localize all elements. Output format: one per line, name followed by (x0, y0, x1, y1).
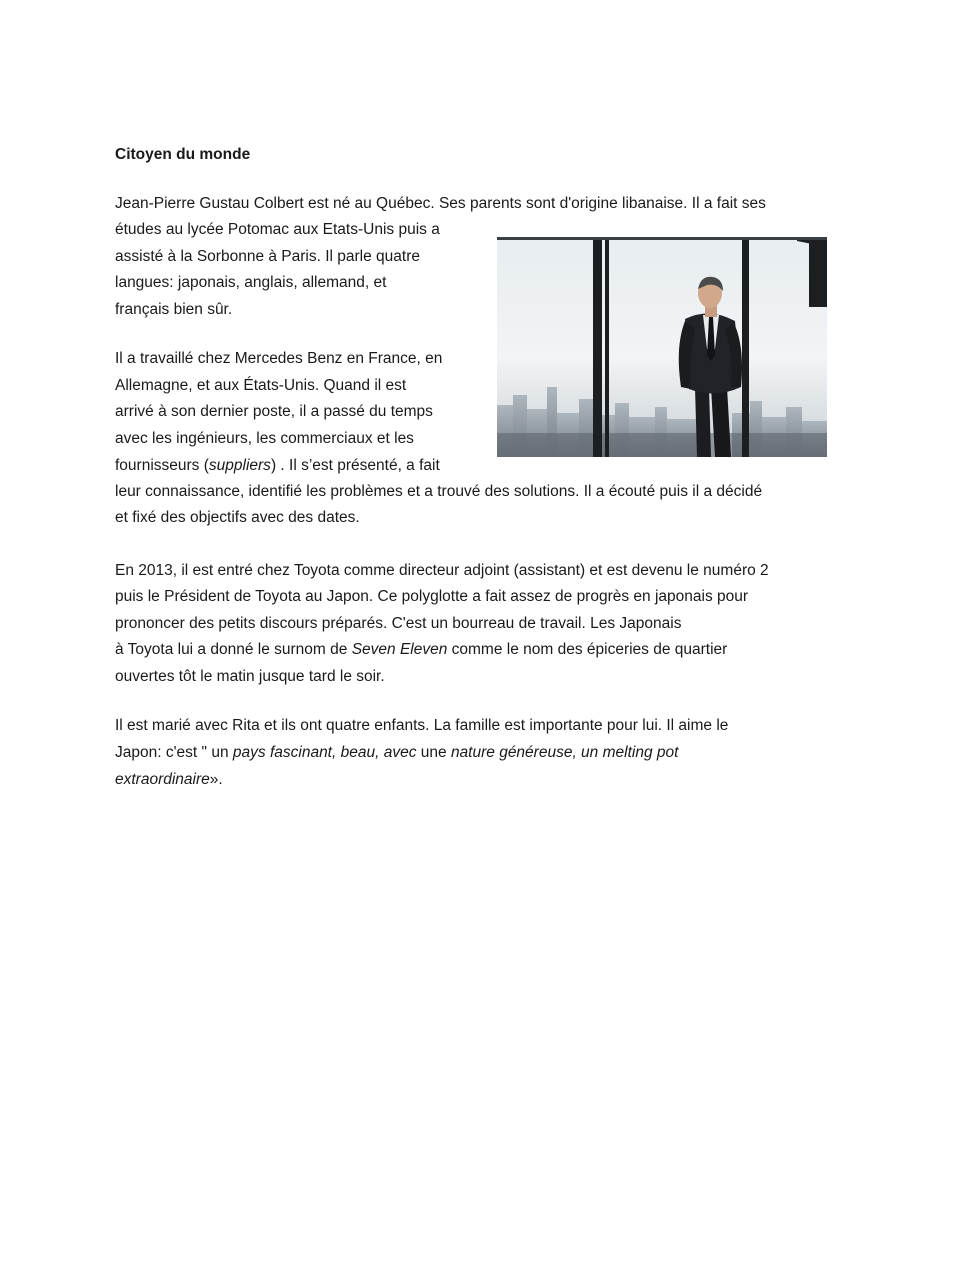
paragraph1-line4: langues: japonais, anglais, allemand, et (115, 274, 387, 291)
paragraph3-line4 (115, 639, 727, 661)
paragraph2-line1: Il a travaillé chez Mercedes Benz en France, en (115, 350, 443, 367)
paragraph4-line2-part-a: Japon: c'est " un (115, 744, 233, 761)
paragraph4-line2 (115, 742, 678, 764)
paragraph3-line3: prononcer des petits discours préparés. C'est un bourreau de travail. Les Japonais (115, 615, 682, 632)
quote-emphasis-1: pays fascinant, beau, avec (232, 744, 417, 761)
paragraph4-line1: Il est marié avec Rita et ils ont quatre enfants. La famille est importante pour lui. Il aime le (115, 717, 729, 734)
paragraph1-line3: assisté à la Sorbonne à Paris. Il parle quatre (115, 248, 421, 265)
paragraph1-line2: études au lycée Potomac aux Etats-Unis puis a (115, 221, 440, 238)
seven-eleven-emphasis: Seven Eleven (351, 641, 448, 658)
paragraph4-line3 (115, 769, 223, 791)
paragraph2-line2: Allemagne, et aux États-Unis. Quand il est (115, 377, 407, 394)
quote-emphasis-2: nature généreuse, un melting pot (450, 744, 679, 761)
paragraph3-line5: ouvertes tôt le matin jusque tard le soir. (115, 668, 385, 685)
paragraph3-line1: En 2013, il est entré chez Toyota comme directeur adjoint (assistant) et est devenu le numéro 2 (115, 562, 769, 579)
businessman-photo (497, 237, 827, 457)
paragraph4-line3-part-b: ». (209, 771, 223, 788)
paragraph1-line1: Jean-Pierre Gustau Colbert est né au Québec. Ses parents sont d'origine libanaise. Il a fait ses (115, 195, 766, 212)
paragraph4-line2-part-b: une (416, 744, 451, 761)
paragraph2-line5 (115, 455, 440, 477)
paragraph3-line4-part-a: à Toyota lui a donné le surnom de (115, 641, 352, 658)
paragraph3-line4-part-b: comme le nom des épiceries de quartier (447, 641, 728, 658)
paragraph3-line2: puis le Président de Toyota au Japon. Ce polyglotte a fait assez de progrès en japonais pour (115, 588, 749, 605)
document-title: Citoyen du monde (115, 146, 251, 163)
paragraph2-line3: arrivé à son dernier poste, il a passé du temps (115, 403, 433, 420)
paragraph2-line6: leur connaissance, identifié les problèmes et a trouvé des solutions. Il a écouté puis il a décidé (115, 483, 763, 500)
suppliers-emphasis: suppliers (208, 457, 271, 474)
quote-emphasis-3: extraordinaire (115, 771, 210, 788)
paragraph2-line5-part-b: ) . Il s’est présenté, a fait (270, 457, 440, 474)
paragraph2-line4: avec les ingénieurs, les commerciaux et les (115, 430, 414, 447)
paragraph1-line5: français bien sûr. (115, 301, 233, 318)
photo-businessman-skyline-icon (497, 237, 827, 457)
paragraph2-line7: et fixé des objectifs avec des dates. (115, 509, 360, 526)
paragraph2-line5-part-a: fournisseurs ( (115, 457, 209, 474)
